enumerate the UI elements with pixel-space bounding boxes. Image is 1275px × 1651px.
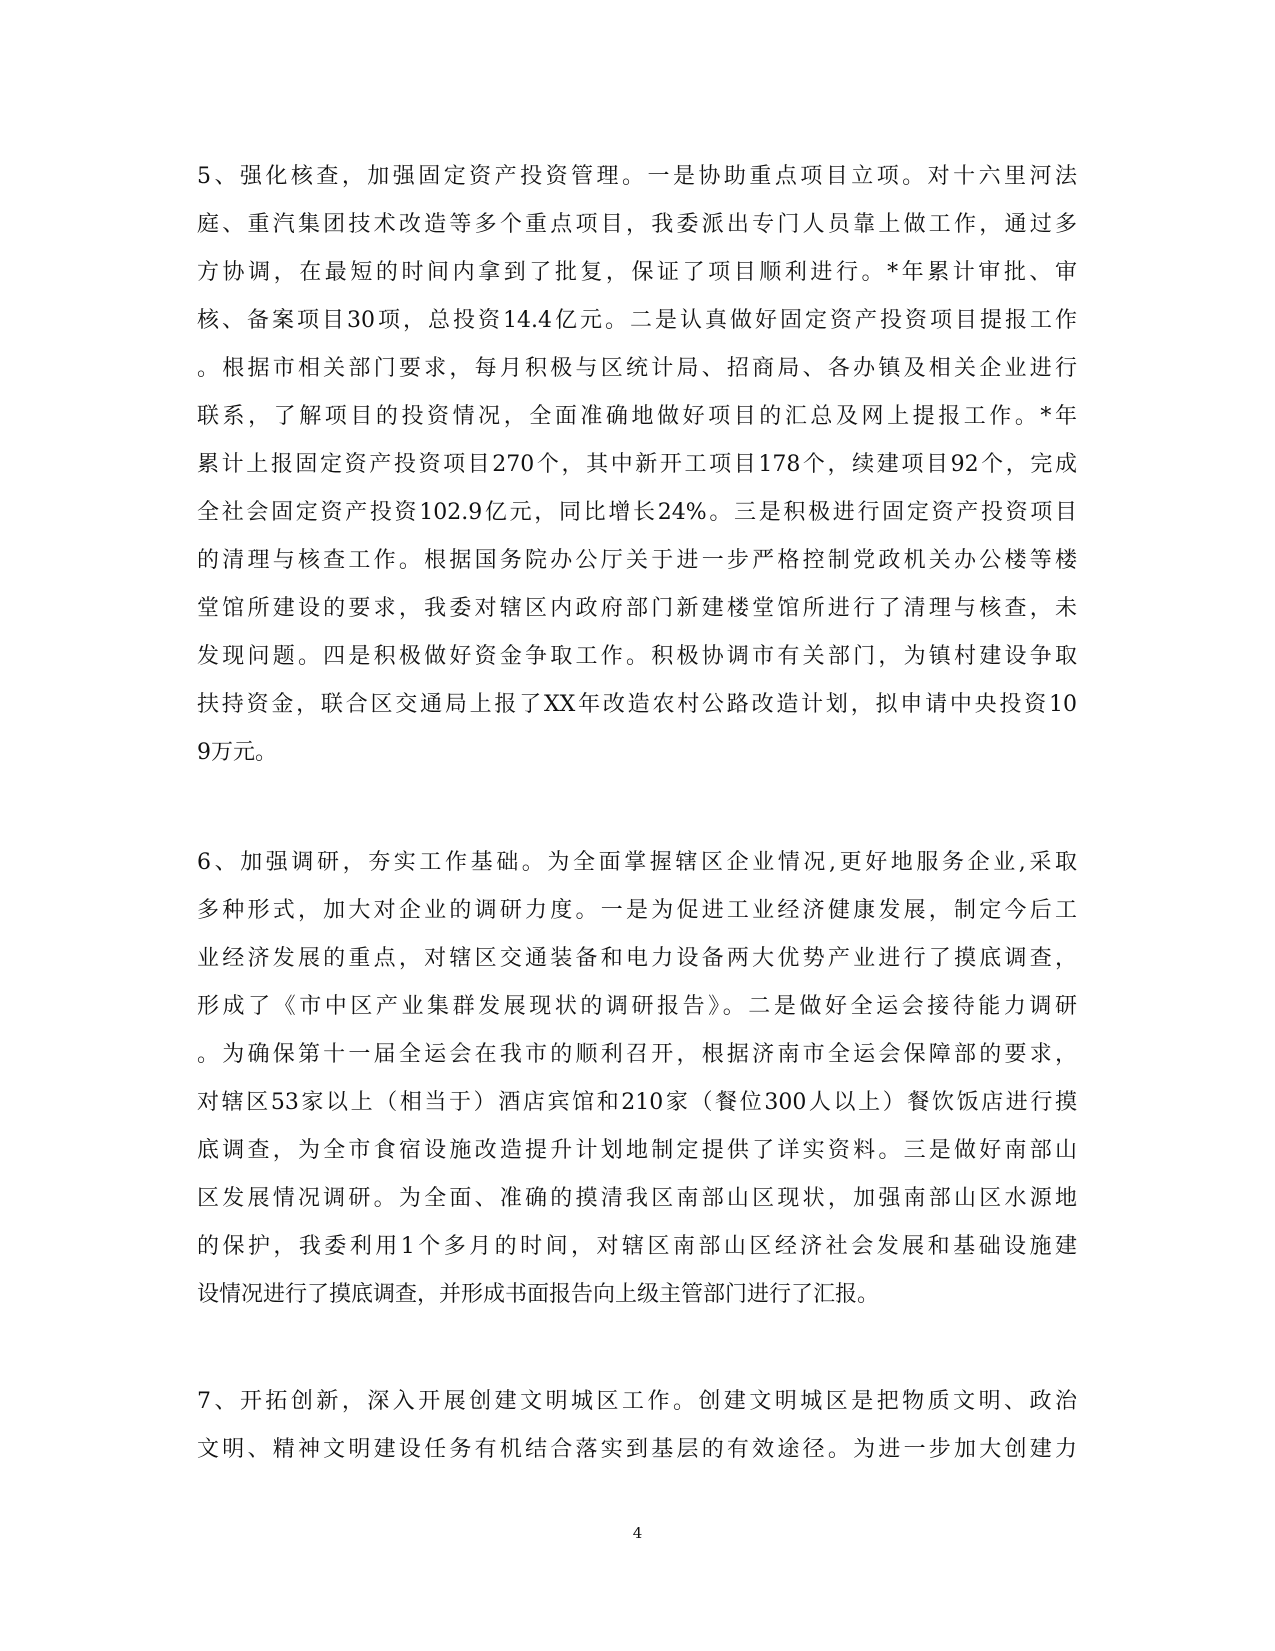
paragraph-7	[197, 1378, 1077, 1474]
paragraph-6	[197, 839, 1077, 1319]
text-line: 联系，了解项目的投资情况，全面准确地做好项目的汇总及网上提报工作。*年	[197, 404, 1077, 429]
text-line: 累计上报固定资产投资项目270个，其中新开工项目178个，续建项目92个，完成	[197, 452, 1077, 477]
text-line: 形成了《市中区产业集群发展现状的调研报告》。二是做好全运会接待能力调研	[197, 994, 1077, 1019]
text-line: 文明、精神文明建设任务有机结合落实到基层的有效途径。为进一步加大创建力	[197, 1437, 1077, 1462]
text-line: 多种形式，加大对企业的调研力度。一是为促进工业经济健康发展，制定今后工	[197, 898, 1077, 923]
paragraph-5	[197, 153, 1077, 777]
text-line: 设情况进行了摸底调查，并形成书面报告向上级主管部门进行了汇报。	[197, 1282, 880, 1307]
text-line: 业经济发展的重点，对辖区交通装备和电力设备两大优势产业进行了摸底调查，	[197, 946, 1077, 971]
text-line: 7、开拓创新，深入开展创建文明城区工作。创建文明城区是把物质文明、政治	[197, 1389, 1077, 1414]
text-line: 方协调，在最短的时间内拿到了批复，保证了项目顺利进行。*年累计审批、审	[197, 260, 1077, 285]
text-line: 底调查，为全市食宿设施改造提升计划地制定提供了详实资料。三是做好南部山	[197, 1138, 1077, 1163]
text-line: 全社会固定资产投资102.9亿元，同比增长24%。三是积极进行固定资产投资项目	[197, 500, 1077, 525]
text-line: 的清理与核查工作。根据国务院办公厅关于进一步严格控制党政机关办公楼等楼	[197, 548, 1077, 573]
text-line: 6、加强调研，夯实工作基础。为全面掌握辖区企业情况,更好地服务企业,采取	[197, 850, 1077, 875]
text-line: 。为确保第十一届全运会在我市的顺利召开，根据济南市全运会保障部的要求，	[197, 1042, 1077, 1067]
page-number: 4	[632, 1524, 643, 1542]
text-line: 扶持资金，联合区交通局上报了XX年改造农村公路改造计划，拟申请中央投资10	[197, 692, 1077, 717]
text-line: 。根据市相关部门要求，每月积极与区统计局、招商局、各办镇及相关企业进行	[197, 356, 1077, 381]
text-line: 庭、重汽集团技术改造等多个重点项目，我委派出专门人员靠上做工作，通过多	[197, 212, 1077, 237]
text-line: 核、备案项目30项，总投资14.4亿元。二是认真做好固定资产投资项目提报工作	[197, 308, 1077, 333]
text-line: 发现问题。四是积极做好资金争取工作。积极协调市有关部门，为镇村建设争取	[197, 644, 1077, 669]
text-line: 5、强化核查，加强固定资产投资管理。一是协助重点项目立项。对十六里河法	[197, 164, 1077, 189]
text-line: 对辖区53家以上（相当于）酒店宾馆和210家（餐位300人以上）餐饮饭店进行摸	[197, 1090, 1077, 1115]
text-line: 的保护，我委利用1个多月的时间，对辖区南部山区经济社会发展和基础设施建	[197, 1234, 1077, 1259]
text-line: 9万元。	[197, 740, 277, 765]
text-line: 区发展情况调研。为全面、准确的摸清我区南部山区现状，加强南部山区水源地	[197, 1186, 1077, 1211]
text-line: 堂馆所建设的要求，我委对辖区内政府部门新建楼堂馆所进行了清理与核查，未	[197, 596, 1077, 621]
